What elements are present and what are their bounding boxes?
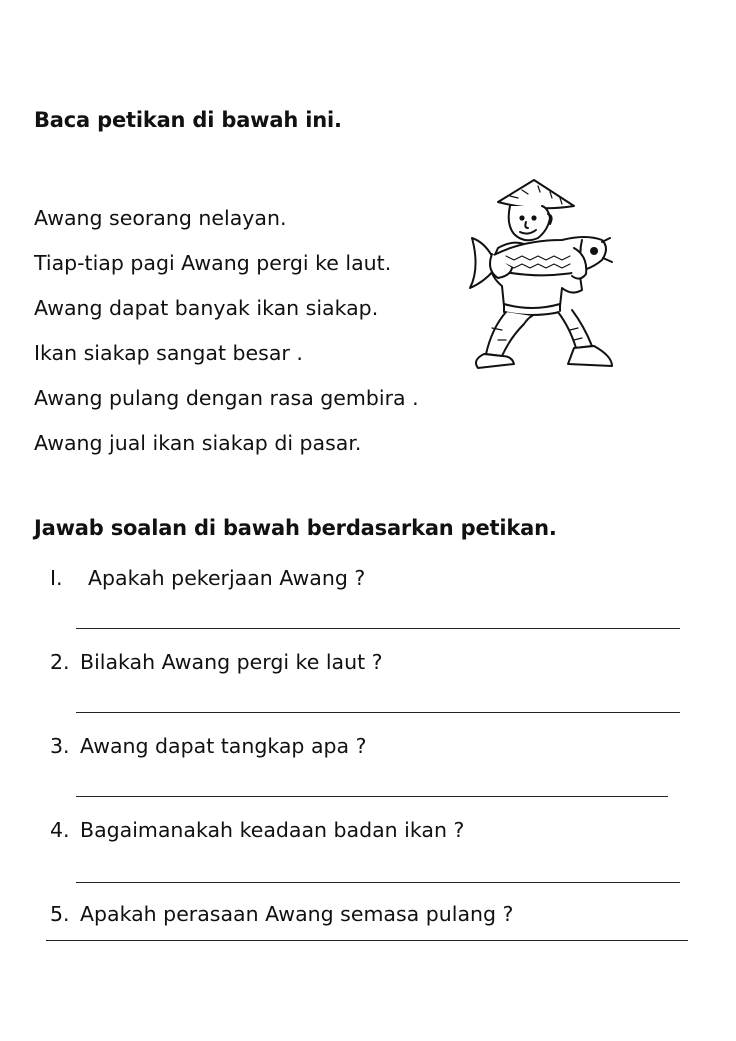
question-number: 5. <box>50 902 70 926</box>
answer-line-2[interactable] <box>76 712 680 713</box>
passage-line: Awang jual ikan siakap di pasar. <box>34 431 362 455</box>
reading-passage <box>34 196 419 466</box>
answer-line-1[interactable] <box>76 628 680 629</box>
passage-line: Awang seorang nelayan. <box>34 206 287 230</box>
question-4 <box>50 818 464 842</box>
question-text: Awang dapat tangkap apa ? <box>80 734 367 758</box>
passage-line: Awang pulang dengan rasa gembira . <box>34 386 419 410</box>
answer-line-3[interactable] <box>76 796 668 797</box>
question-text: Bilakah Awang pergi ke laut ? <box>80 650 383 674</box>
instruction-read-heading: Baca petikan di bawah ini. <box>34 108 342 132</box>
question-3 <box>50 734 367 758</box>
question-2 <box>50 650 383 674</box>
answer-line-5[interactable] <box>46 940 688 941</box>
question-number: 3. <box>50 734 70 758</box>
passage-line: Ikan siakap sangat besar . <box>34 341 303 365</box>
question-text: Apakah pekerjaan Awang ? <box>88 566 366 590</box>
instruction-answer-heading: Jawab soalan di bawah berdasarkan petikan. <box>34 516 557 540</box>
answer-line-4[interactable] <box>76 882 680 883</box>
question-1 <box>50 566 365 590</box>
fisherman-illustration <box>462 178 620 374</box>
passage-line: Tiap-tiap pagi Awang pergi ke laut. <box>34 251 392 275</box>
question-number: 4. <box>50 818 70 842</box>
question-5 <box>50 902 513 926</box>
question-number: 2. <box>50 650 70 674</box>
question-text: Apakah perasaan Awang semasa pulang ? <box>80 902 514 926</box>
passage-line: Awang dapat banyak ikan siakap. <box>34 296 379 320</box>
question-number: I. <box>50 566 63 590</box>
question-text: Bagaimanakah keadaan badan ikan ? <box>80 818 465 842</box>
